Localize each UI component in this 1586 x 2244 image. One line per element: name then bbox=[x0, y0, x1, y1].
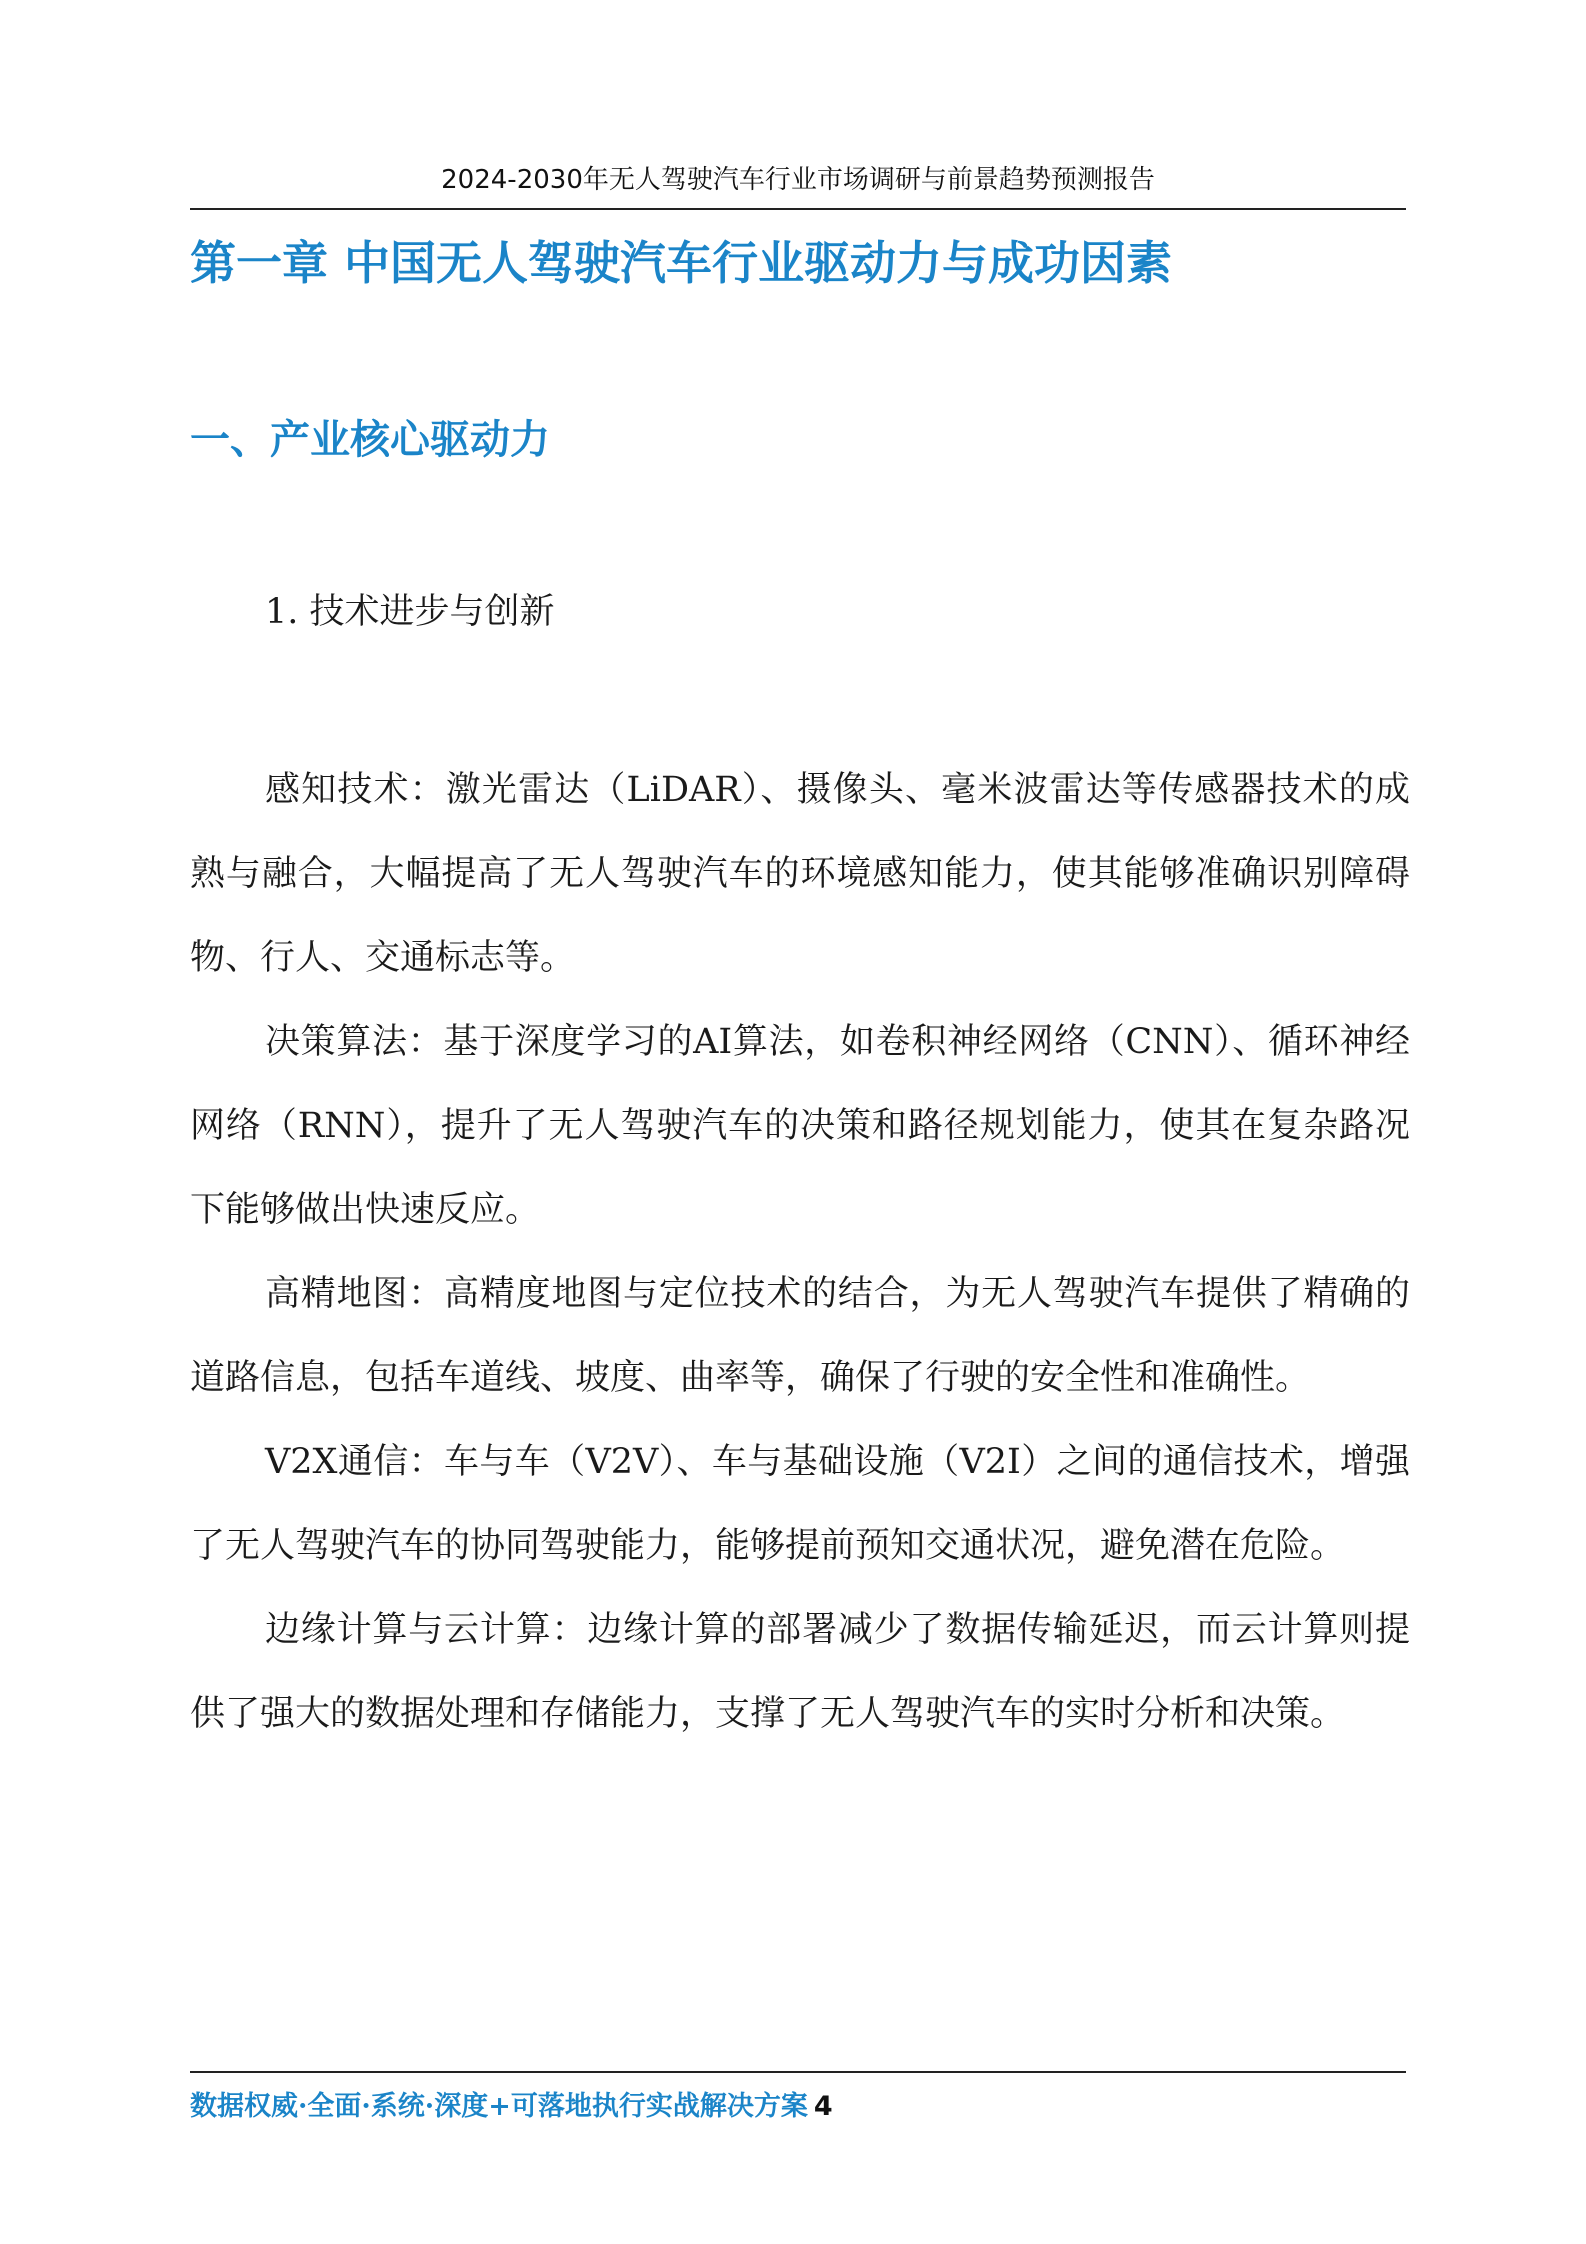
page-number: 4 bbox=[813, 2091, 833, 2122]
footer-divider bbox=[190, 2071, 1406, 2073]
header-divider bbox=[190, 208, 1406, 210]
footer-slogan: 数据权威·全面·系统·深度+可落地执行实战解决方案 bbox=[190, 2091, 808, 2122]
paragraph-v2x: V2X通信：车与车（V2V）、车与基础设施（V2I）之间的通信技术，增强了无人驾驶汽车的协同驾驶能力，能够提前预知交通状况，避免潜在危险。 bbox=[190, 1442, 1410, 1566]
section-title: 一、产业核心驱动力 bbox=[190, 417, 550, 463]
paragraph-hd-map: 高精地图：高精度地图与定位技术的结合，为无人驾驶汽车提供了精确的道路信息，包括车道线、坡度、曲率等，确保了行驶的安全性和准确性。 bbox=[190, 1274, 1410, 1398]
body-text bbox=[190, 748, 1410, 1756]
paragraph-perception: 感知技术：激光雷达（LiDAR）、摄像头、毫米波雷达等传感器技术的成熟与融合，大幅提高了无人驾驶汽车的环境感知能力，使其能够准确识别障碍物、行人、交通标志等。 bbox=[190, 770, 1410, 978]
chapter-title: 第一章 中国无人驾驶汽车行业驱动力与成功因素 bbox=[190, 236, 1173, 290]
running-header-title: 2024-2030年无人驾驶汽车行业市场调研与前景趋势预测报告 bbox=[441, 165, 1155, 195]
subsection-title: 1. 技术进步与创新 bbox=[265, 592, 555, 632]
paragraph-decision-algorithm: 决策算法：基于深度学习的AI算法，如卷积神经网络（CNN）、循环神经网络（RNN），提升了无人驾驶汽车的决策和路径规划能力，使其在复杂路况下能够做出快速反应。 bbox=[190, 1022, 1410, 1230]
paragraph-edge-cloud: 边缘计算与云计算：边缘计算的部署减少了数据传输延迟，而云计算则提供了强大的数据处理和存储能力，支撑了无人驾驶汽车的实时分析和决策。 bbox=[190, 1610, 1410, 1734]
footer bbox=[190, 2087, 833, 2127]
